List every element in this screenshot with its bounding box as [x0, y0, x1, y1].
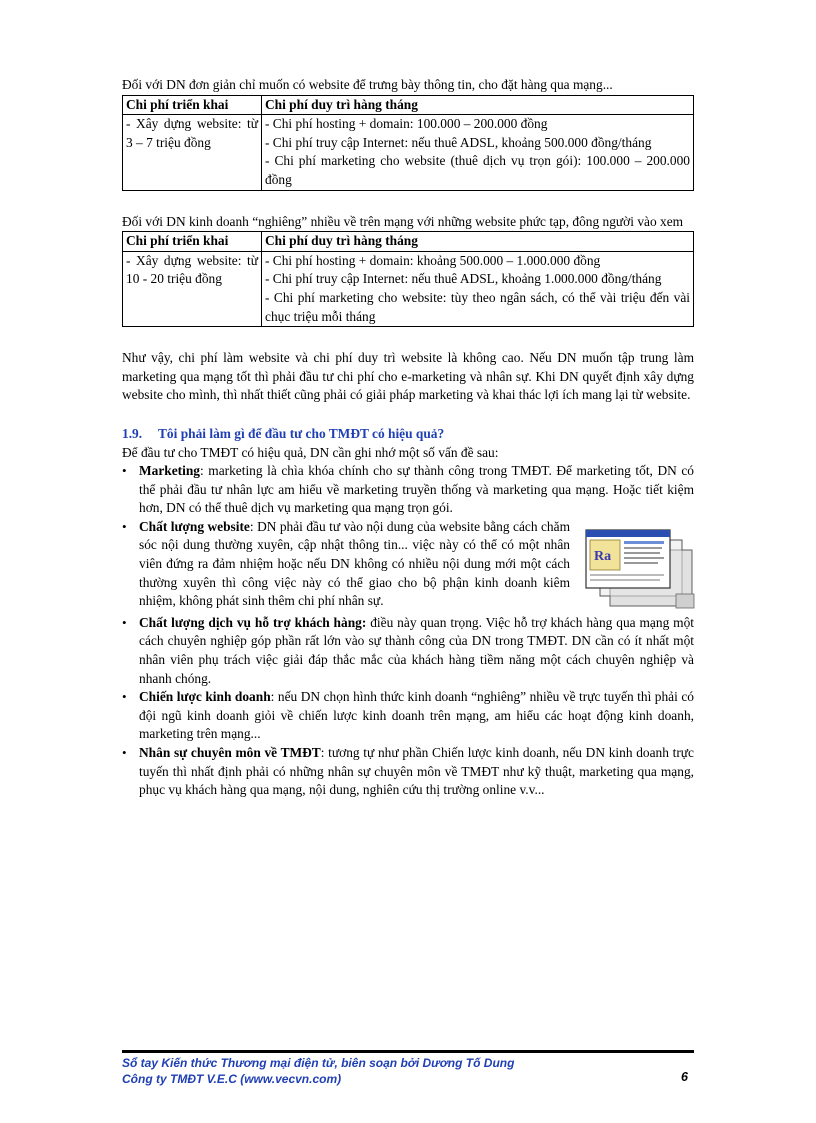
list-item: • Marketing: marketing là chìa khóa chính cho sự thành công trong TMĐT. Để marketing tốt, DN có thể phải đầu tư nhân lực am hiểu về marketing truyền thống và marketing qua mạng. Hoặc tiết kiệm hơn, DN có thể thuê dịch vụ marketing qua mạng trọn gói. — [122, 463, 694, 516]
summary-paragraph: Như vậy, chi phí làm website và chi phí duy trì website là không cao. Nếu DN muốn tập trung làm marketing qua mạng tốt thì phải đầu tư chi phí cho e-marketing và nhân sự. Khi DN quyết định xây dựng website cho mình, thì nhất thiết cũng phải có giải pháp marketing và khai thác lợi ích mang lại từ website. — [122, 350, 694, 403]
list-item — [122, 614, 694, 688]
bullet-icon: • — [122, 689, 127, 705]
header-monthly-cost: Chi phí duy trì hàng tháng — [262, 95, 694, 115]
monthly-cost-cell — [262, 251, 694, 326]
section-heading — [122, 425, 694, 444]
monthly-item: - Chi phí hosting + domain: 100.000 – 200.000 đồng — [265, 116, 548, 132]
table-header-row — [123, 232, 694, 252]
list-item: • Chiến lược kinh doanh: nếu DN chọn hình thức kinh doanh “nghiêng” nhiều về trực tuyến thì phải có đội ngũ kinh doanh giỏi về chiến lược kinh doanh trên mạng, am hiểu các hoạt động kinh doanh, marketing trên mạng... — [122, 689, 694, 742]
table-header-row — [123, 95, 694, 115]
item-term: Chiến lược kinh doanh — [139, 689, 271, 705]
list-item: • Nhân sự chuyên môn về TMĐT: tương tự như phần Chiến lược kinh doanh, nếu DN kinh doanh trực tuyến thì nhất định phải có những nhân sự chuyên môn về TMĐT như kỹ thuật, marketing qua mạng, phục vụ khách hàng qua mạng, nội dung, nghiên cứu thị trường online v.v... — [122, 745, 694, 798]
website-pages-illustration-icon — [576, 524, 698, 612]
bullet-icon: • — [122, 463, 127, 479]
section-title: Tôi phải làm gì để đầu tư cho TMĐT có hiệu quả? — [158, 425, 445, 441]
footer-divider — [122, 1050, 694, 1053]
setup-cost-cell: - Xây dựng website: từ 3 – 7 triệu đồng — [123, 115, 262, 190]
header-setup-cost: Chi phí triển khai — [123, 95, 262, 115]
item-text: DN phải đầu tư vào nội dung của website bằng cách chăm sóc nội dung thường xuyên, cập nhật thông tin... việc này có thể có một nhân viên đứng ra đảm nhiệm hoặc nếu DN không có nhiều nội dung mới một cách thường xuyên thì công việc này có thể giao cho bộ phận kinh doanh kiêm nhiệm, không phát sinh thêm chi phí nhân sự. — [139, 518, 570, 609]
item-text: điều này quan trọng. Việc hỗ trợ khách hàng qua mạng một cách chuyên nghiệp góp phần rất lớn vào sự thành công của DN trong TMĐT. DN cần có ít nhất một nhân viên phụ trách việc giải đáp thắc mắc của khách hàng tiềm năng một cách chuyên nghiệp và nhanh chóng. — [139, 614, 694, 686]
intro-paragraph-1: Đối với DN đơn giản chỉ muốn có website để trưng bày thông tin, cho đặt hàng qua mạng... — [122, 77, 613, 92]
item-term: Marketing — [139, 463, 200, 479]
intro-paragraph-2: Đối với DN kinh doanh “nghiêng” nhiều về trên mạng với những website phức tạp, đông người vào xem — [122, 213, 684, 229]
cost-table-simple — [122, 95, 694, 191]
monthly-item: - Chi phí marketing cho website (thuê dịch vụ trọn gói): 100.000 – 200.000 đồng — [265, 153, 690, 187]
monthly-item: - Chi phí truy cập Internet: nếu thuê ADSL, khoảng 500.000 đồng/tháng — [265, 134, 652, 150]
page-number: 6 — [681, 1070, 688, 1084]
table-row — [123, 115, 694, 190]
page-body — [122, 76, 694, 800]
monthly-item: - Chi phí hosting + domain: khoảng 500.000 – 1.000.000 đồng — [265, 252, 601, 268]
setup-cost-cell: - Xây dựng website: từ 10 - 20 triệu đồng — [123, 251, 262, 326]
item-term: Chất lượng website — [139, 518, 250, 534]
footer-book-title: Sổ tay Kiến thức Thương mại điện tử, biên soạn bởi Dương Tố Dung — [122, 1056, 515, 1070]
monthly-item: - Chi phí marketing cho website: tùy theo ngân sách, có thể vài triệu đến vài chục triệu mỗi tháng — [265, 289, 690, 324]
header-monthly-cost: Chi phí duy trì hàng tháng — [262, 232, 694, 252]
table-row — [123, 251, 694, 326]
section-number: 1.9. — [122, 425, 143, 441]
item-text: marketing là chìa khóa chính cho sự thành công trong TMĐT. Để marketing tốt, DN có thể phải đầu tư nhân lực am hiểu về marketing truyền thống và marketing qua mạng. Hoặc tiết kiệm hơn, DN có thể thuê dịch vụ marketing qua mạng trọn gói. — [139, 463, 694, 516]
bullet-icon: • — [122, 518, 127, 534]
item-text: nếu DN chọn hình thức kinh doanh “nghiêng” nhiều về trực tuyến thì phải có đội ngũ kinh doanh giỏi về chiến lược kinh doanh trên mạng, am hiểu các hoạt động kinh doanh, marketing trên mạng... — [139, 689, 694, 742]
list-item: • Ra Chất lượng website: DN phải đầu tư vào nội dung của website bằng cách chăm sóc nội dung thường xuyên, cập nhật thông tin... việc này có thể có một nhân viên đứng ra đảm nhiệm hoặc nếu DN không có nhiều nội dung mới một cách thường xuyên thì công việc này có thể giao cho bộ phận kinh doanh kiêm nhiệm, không phát sinh thêm chi phí nhân sự. — [122, 518, 694, 611]
footer-company: Công ty TMĐT V.E.C (www.vecvn.com) — [122, 1072, 342, 1086]
page-footer — [122, 1050, 694, 1087]
item-text: tương tự như phần Chiến lược kinh doanh, nếu DN kinh doanh trực tuyến thì nhất định phải có những nhân sự chuyên môn về TMĐT như kỹ thuật, marketing qua mạng, phục vụ khách hàng qua mạng, nội dung, nghiên cứu thị trường online v.v... — [139, 745, 694, 798]
cost-table-complex — [122, 231, 694, 327]
monthly-cost-cell — [262, 115, 694, 190]
bullet-icon: • — [122, 745, 127, 761]
item-term: Nhân sự chuyên môn về TMĐT — [139, 745, 321, 761]
bullet-icon: • — [122, 614, 127, 630]
svg-text:Ra: Ra — [594, 548, 612, 564]
tips-list — [122, 462, 694, 800]
header-setup-cost: Chi phí triển khai — [123, 232, 262, 252]
section-lead: Để đầu tư cho TMĐT có hiệu quả, DN cần ghi nhớ một số vấn đề sau: — [122, 444, 499, 460]
monthly-item: - Chi phí truy cập Internet: nếu thuê ADSL, khoảng 1.000.000 đồng/tháng — [265, 271, 662, 287]
item-term: Chất lượng dịch vụ hỗ trợ khách hàng: — [139, 614, 367, 630]
